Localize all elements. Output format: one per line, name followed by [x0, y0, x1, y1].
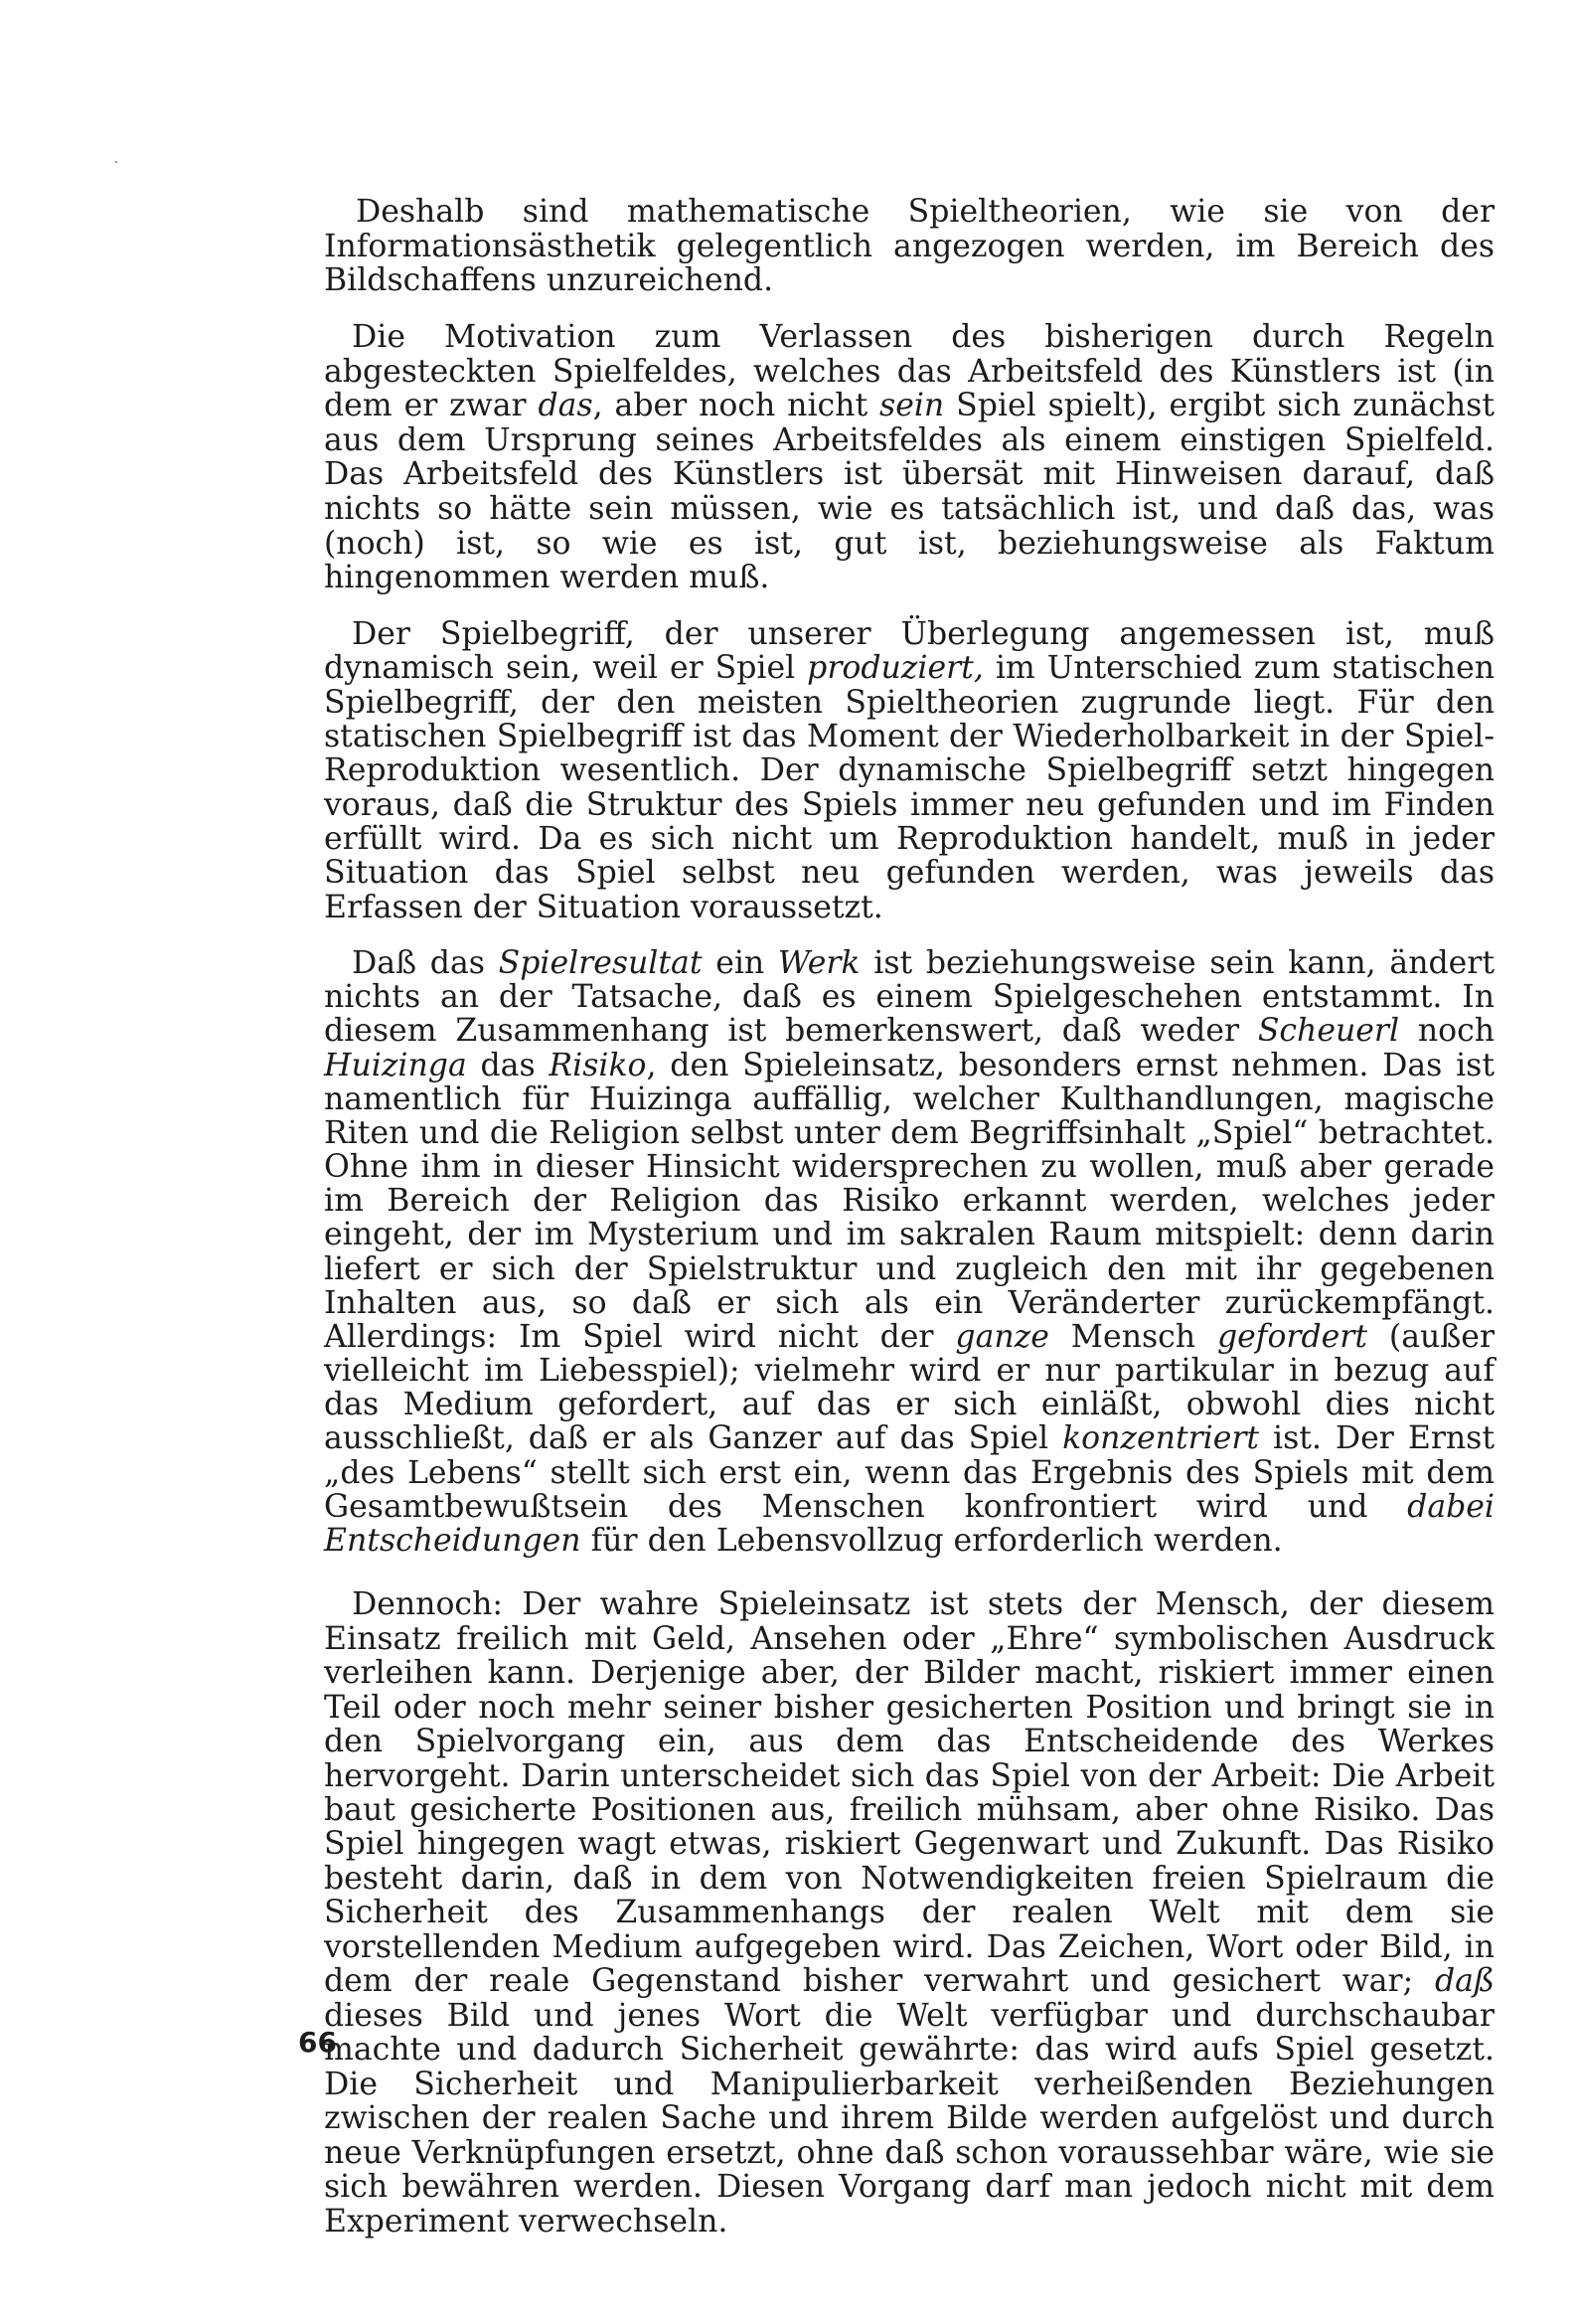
paragraph: [324, 1587, 1495, 2239]
paragraph: [324, 320, 1495, 595]
text-run: dieses Bild und jenes Wort die Welt verfügbar und durchschaubar machte und dadurch Sicherheit gewährte: das wird aufs Spiel gesetzt. Die Sicherheit und Manipulierbarkeit verheißenden Beziehungen zwischen der realen Sache und ihrem Bilde werden aufgelöst und durch neue Verknüpfungen ersetzt, ohne daß schon voraussehbar wäre, wie sie sich bewähren werden. Diesen Vorgang darf man jedoch nicht mit dem Experiment verwechseln.: [324, 1997, 1495, 2240]
text-run: ist. Der Ernst „des Lebens“ stellt sich erst ein, wenn das Ergebnis des Spiels mit dem Gesamtbewußtsein des Menschen konfrontiert wird und: [324, 1420, 1495, 1525]
text-run: , den Spieleinsatz, besonders ernst nehmen. Das ist namentlich für Huizinga auffällig, welcher Kulthandlungen, magische Riten und die Religion selbst unter dem Begriffsinhalt „Spiel“ betrachtet. Ohne ihm in dieser Hinsicht widersprechen zu wollen, muß aber gerade im Bereich der Religion das Risiko erkannt werden, welches jeder eingeht, der im Mysterium und im sakralen Raum mitspielt: denn darin liefert er sich der Spielstruktur und zugleich den mit ihr gegebenen Inhalten aus, so daß er sich als ein Veränderter zurückempfängt. Allerdings: Im Spiel wird nicht der: [324, 1047, 1495, 1355]
text-run: ein: [702, 945, 778, 981]
italic-text-run: produziert,: [807, 650, 984, 687]
italic-text-run: Risiko: [549, 1047, 647, 1083]
italic-text-run: konzentriert: [1062, 1420, 1260, 1457]
text-run: Deshalb sind mathematische Spieltheorien, wie sie von der Informationsästhetik gelegentlich angezogen werden, im Bereich des Bildschaffens unzureichend.: [324, 194, 1495, 299]
italic-text-run: dabei Entscheidungen: [324, 1488, 1495, 1559]
text-run: ist beziehungsweise sein kann, ändert nichts an der Tatsache, daß es einem Spielgeschehen entstammt. In diesem Zusammenhang ist bemerkenswert, daß weder: [324, 945, 1496, 1050]
text-run: Die Motivation zum Verlassen des bisherigen durch Regeln abgesteckten Spielfeldes, welches das Arbeitsfeld des Künstlers ist (in dem er zwar: [324, 318, 1495, 424]
paragraph: [324, 617, 1495, 924]
italic-text-run: ganze: [955, 1318, 1049, 1355]
text-run: Spiel spielt), ergibt sich zunächst aus dem Ursprung seines Arbeitsfeldes als einem einstigen Spielfeld. Das Arbeitsfeld des Künstlers ist übersät mit Hinweisen darauf, daß nichts so hätte sein müssen, wie es tatsächlich ist, und daß das, was (noch) ist, so wie es ist, gut ist, beziehungsweise als Faktum hingenommen werden muß.: [324, 388, 1495, 596]
text-run: im Unterschied zum statischen Spielbegriff, der den meisten Spieltheorien zugrunde liegt. Für den statischen Spielbegriff ist das Moment der Wiederholbarkeit in der Spiel-Reproduktion wesentlich. Der dynamische Spielbegriff setzt hingegen voraus, daß die Struktur des Spiels immer neu gefunden und im Finden erfüllt wird. Da es sich nicht um Reproduktion handelt, muß in jeder Situation das Spiel selbst neu gefunden werden, was jeweils das Erfassen der Situation voraussetzt.: [324, 650, 1495, 925]
italic-text-run: daß: [1435, 1963, 1495, 2000]
text-run: noch: [1399, 1013, 1495, 1050]
italic-text-run: Scheuerl: [1257, 1013, 1400, 1050]
italic-text-run: Werk: [777, 945, 861, 981]
text-run: Dennoch: Der wahre Spieleinsatz ist stets der Mensch, der diesem Einsatz freilich mit Geld, Ansehen oder „Ehre“ symbolischen Ausdruck verleihen kann. Derjenige aber, der Bilder macht, riskiert immer einen Teil oder noch mehr seiner bisher gesicherten Position und bringt sie in den Spielvorgang ein, aus dem das Entscheidende des Werkes hervorgeht. Darin unterscheidet sich das Spiel von der Arbeit: Die Arbeit baut gesicherte Positionen aus, freilich mühsam, aber ohne Risiko. Das Spiel hingegen wagt etwas, riskiert Gegenwart und Zukunft. Das Risiko besteht darin, daß in dem von Notwendigkeiten freien Spielraum die Sicherheit des Zusammenhangs der realen Welt mit dem sie vorstellenden Medium aufgegeben wird. Das Zeichen, Wort oder Bild, in dem der reale Gegenstand bisher verwahrt und gesichert war;: [324, 1586, 1495, 2000]
text-run: Der Spielbegriff, der unserer Überlegung angemessen ist, muß dynamisch sein, weil er Spiel: [324, 616, 1495, 687]
italic-text-run: sein: [879, 388, 945, 424]
italic-text-run: das: [538, 388, 593, 424]
page-body: [324, 195, 1495, 2260]
italic-text-run: Spielresultat: [498, 945, 703, 981]
page-number: 66: [298, 2026, 337, 2059]
text-run: (außer vielleicht im Liebesspiel); vielmehr wird er nur partikular in bezug auf das Medium gefordert, auf das er sich einläßt, obwohl dies nicht ausschließt, daß er als Ganzer auf das Spiel: [324, 1318, 1495, 1457]
text-run: Daß das: [352, 945, 499, 981]
italic-text-run: Huizinga: [324, 1047, 467, 1083]
paragraph: [324, 946, 1495, 1558]
paragraph: [324, 195, 1495, 298]
text-run: Mensch: [1048, 1318, 1217, 1355]
text-run: , aber noch nicht: [592, 388, 880, 424]
scan-speck: [115, 161, 117, 163]
italic-text-run: gefordert: [1216, 1318, 1367, 1355]
text-run: das: [466, 1047, 550, 1083]
text-run: für den Lebensvollzug erforderlich werden.: [580, 1522, 1283, 1559]
